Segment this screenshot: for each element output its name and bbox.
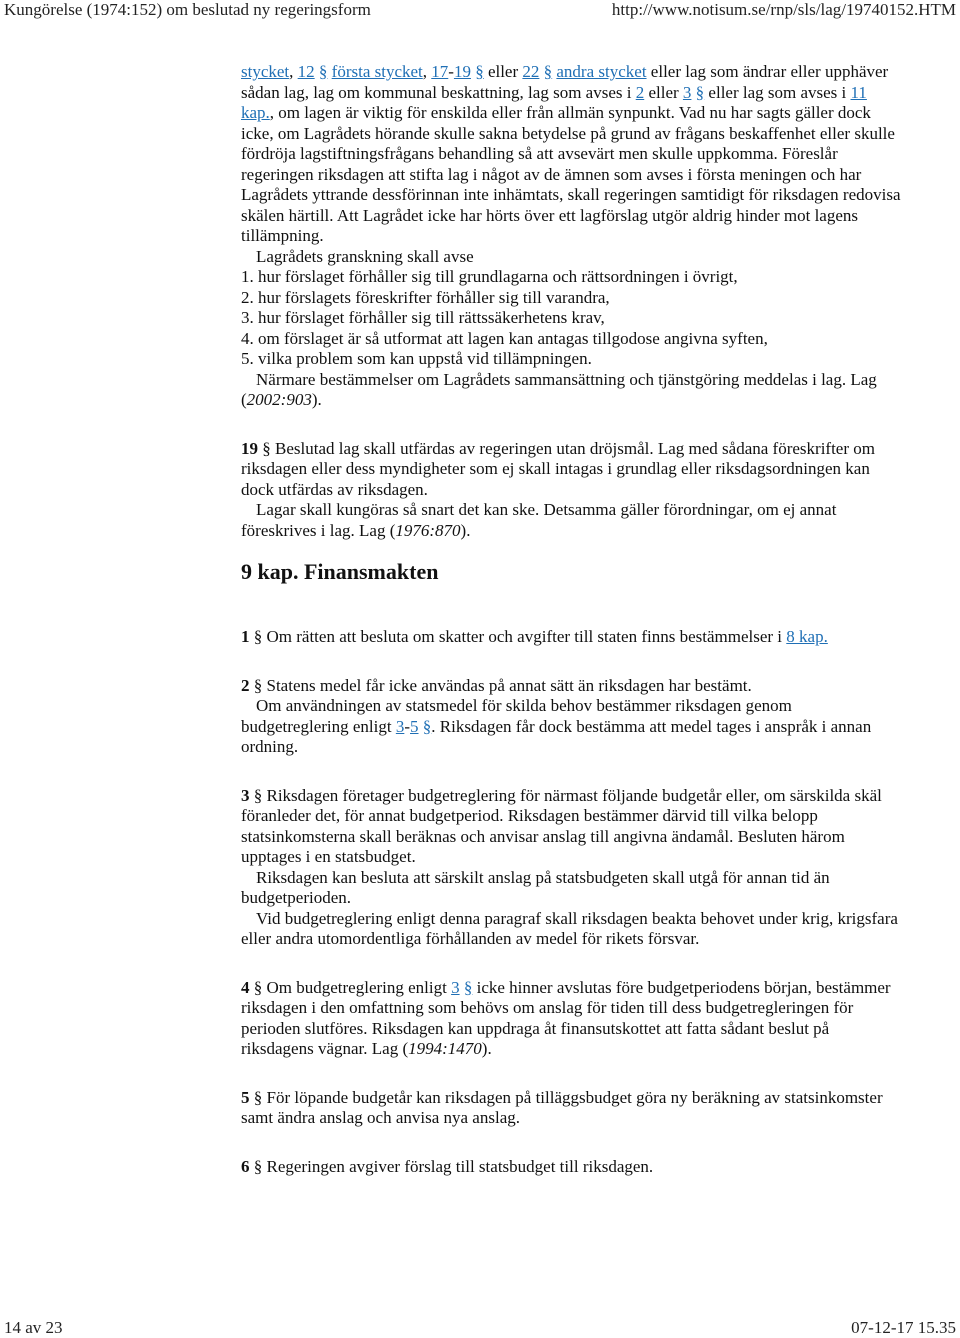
header-title: Kungörelse (1974:152) om beslutad ny regeringsform	[4, 0, 371, 19]
section-sign: §	[262, 438, 271, 458]
section-sign: §	[253, 1087, 263, 1107]
document-body	[241, 62, 901, 1177]
link-section-sign[interactable]: §	[543, 62, 553, 81]
list-item: 4. om förslaget är så utformat att lagen kan antagas tillgodose angivna syften,	[241, 328, 768, 348]
section-number: 2	[241, 675, 250, 695]
link-section-sign[interactable]: §	[422, 716, 432, 736]
section-1: 1 § Om rätten att besluta om skatter och avgifter till staten finns bestämmelser i 8 kap.	[241, 627, 828, 646]
link-andra-stycket[interactable]: andra stycket	[556, 62, 647, 81]
list-item: 5. vilka problem som kan uppstå vid tillämpningen.	[241, 349, 592, 368]
section-number: 4	[241, 977, 250, 997]
link-2[interactable]: 2	[635, 82, 645, 102]
law-reference: 1994:1470	[408, 1039, 482, 1058]
section-6: 6 § Regeringen avgiver förslag till statsbudget till riksdagen.	[241, 1156, 654, 1176]
law-reference: 2002:903	[246, 390, 312, 409]
link-3[interactable]: 3	[451, 977, 460, 997]
print-timestamp: 07-12-17 15.35	[851, 1318, 956, 1337]
link-11-kap[interactable]: 11 kap.	[241, 82, 867, 122]
link-section-sign[interactable]: §	[475, 62, 484, 81]
page-header	[4, 0, 956, 20]
page-indicator: 14 av 23	[4, 1318, 63, 1337]
section-number: 6	[241, 1156, 250, 1176]
granskning-heading: Lagrådets granskning skall avse	[256, 246, 474, 266]
chapter-title: 9 kap. Finansmakten	[241, 559, 439, 584]
link-19[interactable]: 19	[453, 62, 471, 81]
section-sign: §	[253, 627, 263, 646]
link-12[interactable]: 12	[297, 62, 315, 81]
link-3[interactable]: 3	[682, 82, 692, 102]
link-5[interactable]: 5	[410, 716, 419, 736]
link-22[interactable]: 22	[522, 62, 540, 81]
link-section-sign[interactable]: §	[463, 977, 473, 997]
list-item: 1. hur förslaget förhåller sig till grundlagarna och rättsordningen i övrigt,	[241, 267, 738, 286]
link-stycket[interactable]: stycket	[241, 62, 290, 81]
law-reference: 1976:870	[395, 520, 461, 540]
page-footer	[4, 1318, 956, 1338]
section-5: 5 § För löpande budgetår kan riksdagen på tilläggsbudget göra ny beräkning av statsinkomster samt ändra anslag och anvisa nya anslag.	[241, 1087, 883, 1127]
section-19-paragraph-2: Lagar skall kungöras så snart det kan ske. Detsamma gäller förordningar, om ej annat föreskrives i lag. Lag (1976:870).	[241, 500, 837, 540]
list-item: 3. hur förslaget förhåller sig till rättssäkerhetens krav,	[241, 308, 605, 327]
narmare-paragraph: Närmare bestämmelser om Lagrådets sammansättning och tjänstgöring meddelas i lag. Lag (2002:903).	[241, 369, 877, 409]
section-sign: §	[253, 1156, 263, 1176]
section-number: 19	[241, 438, 258, 458]
section-number: 1	[241, 627, 250, 646]
section-sign: §	[253, 977, 263, 997]
link-forsta-stycket[interactable]: första stycket	[331, 62, 423, 81]
section-2-paragraph-2: Om användningen av statsmedel för skilda behov bestämmer riksdagen genom budgetreglering enligt 3-5 §. Riksdagen får dock bestämma att medel tages i anspråk i annan ordning.	[241, 696, 872, 756]
section-sign: §	[253, 675, 263, 695]
link-8-kap[interactable]: 8 kap.	[786, 627, 828, 646]
link-section-sign[interactable]: §	[695, 82, 705, 102]
section-3-paragraph-3: Vid budgetreglering enligt denna paragraf skall riksdagen beakta behovet under krig, krigsfara eller andra utomordentliga förhållanden av medel för rikets försvar.	[241, 908, 898, 948]
section-number: 5	[241, 1087, 250, 1107]
section-3-paragraph-2: Riksdagen kan besluta att särskilt anslag på statsbudgeten skall utgå för annan tid än budgetperioden.	[241, 867, 830, 907]
header-url: http://www.notisum.se/rnp/sls/lag/19740152.HTM	[611, 0, 956, 19]
section-2: 2 § Statens medel får icke användas på annat sätt än riksdagen har bestämt.	[241, 675, 752, 695]
link-section-sign[interactable]: §	[318, 62, 328, 81]
section-sign: §	[253, 785, 263, 805]
link-17[interactable]: 17	[431, 62, 449, 81]
section-number: 3	[241, 785, 250, 805]
list-item: 2. hur förslagets föreskrifter förhåller sig till varandra,	[241, 287, 610, 307]
continued-paragraph: stycket, 12 § första stycket, 17-19 § eller 22 § andra stycket eller lag som ändrar eller upphäver sådan lag, lag om kommunal beskattning, lag som avses i 2 eller 3 § eller lag som avses i 11 kap., om lagen är viktig för enskilda eller från allmän synpunkt. Vad nu har sagts gäller dock icke, om Lagrådets hörande skulle sakna betydelse på grund av frågans beskaffenhet eller skulle fördröja lagstiftningsfrågans behandling så att avsevärt men skulle uppkomma. Föreslår regeringen riksdagen att stifta lag i något av de ämnen som avses i första meningen och har Lagrådets yttrande dessförinnan inte inhämtats, skall regeringen samtidigt för riksdagen redovisa skälen härtill. Att Lagrådet icke har hörts över ett lagförslag utgör aldrig hinder mot lagens tillämpning.	[241, 62, 901, 245]
section-3: 3 § Riksdagen företager budgetreglering för närmast följande budgetår eller, om särskilda skäl föranleder det, för annat budgetperiod. Riksdagen bestämmer därvid till vilka belopp statsinkomsterna skall beräknas och anvisar anslag till angivna ändamål. Besluten härom upptages i en statsbudget.	[241, 785, 882, 866]
section-19: 19 § Beslutad lag skall utfärdas av regeringen utan dröjsmål. Lag med sådana föreskrifter om riksdagen eller dess myndigheter som ej skall intagas i grundlag eller riksdagsordningen kan dock utfärdas av riksdagen.	[241, 438, 875, 499]
link-3[interactable]: 3	[395, 716, 405, 736]
section-4: 4 § Om budgetreglering enligt 3 § icke hinner avslutas före budgetperiodens början, bestämmer riksdagen i den omfattning som behövs om anslag för tiden till dess budgetregleringen för perioden slutföres. Riksdagen kan uppdraga åt finansutskottet att fatta sådant beslut på riksdagens vägnar. Lag (1994:1470).	[241, 977, 891, 1058]
